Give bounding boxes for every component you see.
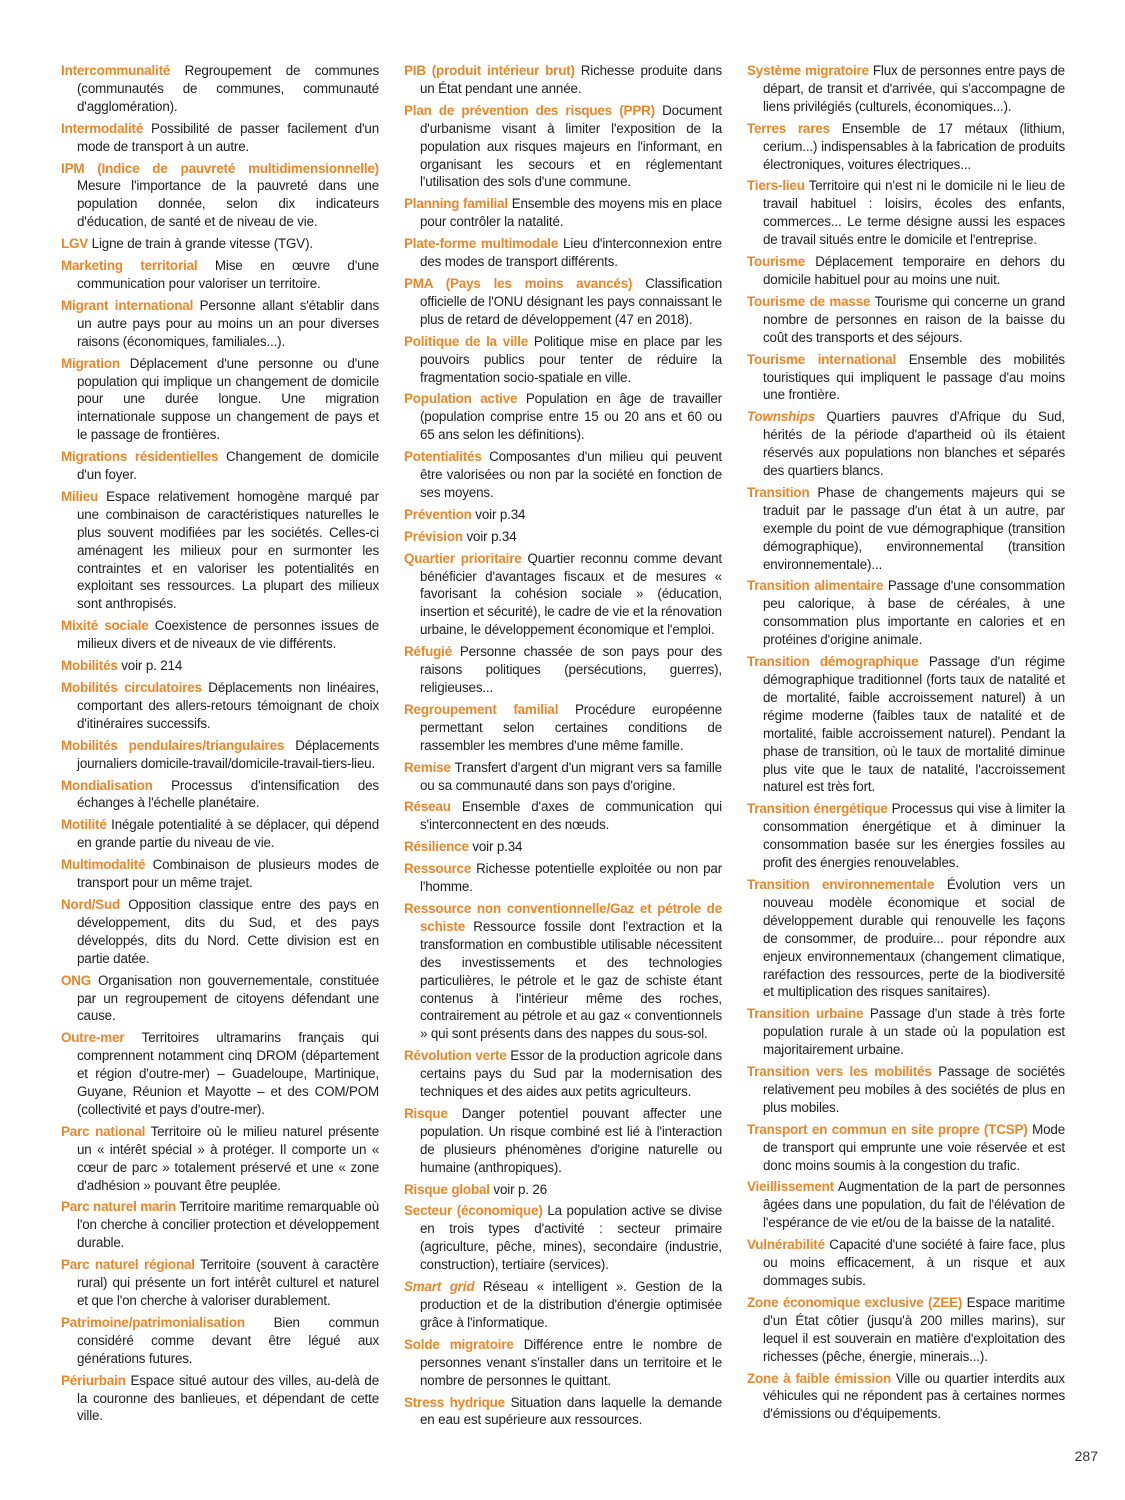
glossary-definition: Regroupement de communes (communautés de communes, communauté d'agglomération). [77, 63, 379, 114]
glossary-term: Transition alimentaire [747, 578, 884, 594]
glossary-entry [404, 1278, 722, 1332]
glossary-term: Transition vers les mobilités [747, 1064, 932, 1080]
glossary-term: Migrant international [61, 297, 194, 313]
glossary-entry [747, 120, 1065, 174]
glossary-term: Mondialisation [61, 777, 153, 793]
glossary-definition: Passage d'un régime démographique traditionnel (forts taux de natalité et de mortalité, faible accroissement naturel) à un régime moderne (faibles taux de natalité et de mortalité, faible accroissement naturel). Pendant la phase de transition, où le taux de mortalité diminue plus vite que le taux de natalité, l'accroissement naturel est très fort. [763, 654, 1066, 795]
glossary-definition: Bien commun considéré comme devant être légué aux générations futures. [77, 1314, 380, 1366]
glossary-column-1 [61, 62, 379, 1429]
glossary-definition: Déplacements journaliers domicile-travail/domicile-travail-tiers-lieu. [77, 737, 379, 771]
glossary-entry [404, 701, 722, 755]
glossary-term: Transition énergétique [747, 801, 888, 817]
glossary-term: Quartier prioritaire [404, 550, 522, 566]
glossary-definition: Espace maritime d'un État côtier (jusqu'à 200 milles marins), sur lequel il est souverain en matière d'exploitation des richesses (pêche, énergie, minerais...). [763, 1294, 1065, 1364]
glossary-entry [404, 1105, 722, 1177]
glossary-definition: Lieu d'interconnexion entre des modes de transport différents. [420, 236, 722, 270]
glossary-term: Mobilités circulatoires [61, 680, 202, 695]
glossary-definition: Territoire où le milieu naturel présente un « intérêt spécial » à protéger. Il comporte un « cœur de parc » totalement préservé et une « zone d'adhésion » pouvant être peuplée. [77, 1123, 380, 1193]
glossary-term: Tourisme international [747, 351, 897, 367]
glossary-definition: Ensemble des mobilités touristiques qui impliquent le passage d'au moins une frontière. [763, 351, 1065, 403]
glossary-term: Townships [747, 409, 816, 425]
glossary-entry [61, 1372, 379, 1426]
glossary-definition: voir p.34 [475, 506, 526, 522]
glossary-entry [61, 896, 379, 968]
glossary-term: Parc national [61, 1123, 146, 1139]
glossary-entry [61, 972, 379, 1026]
glossary-column-2 [404, 62, 722, 1433]
glossary-entry [747, 577, 1065, 649]
glossary-term: Transport en commun en site propre (TCSP) [747, 1121, 1028, 1137]
glossary-entry [747, 351, 1065, 405]
glossary-entry [61, 679, 379, 733]
glossary-term: Parc naturel régional [61, 1257, 195, 1273]
glossary-entry [404, 838, 722, 856]
glossary-term: Smart grid [404, 1279, 475, 1295]
glossary-definition: Évolution vers un nouveau modèle économique et social de développement durable qui renouvelle les façons de consommer, de produire... pour répondre aux enjeux environnementaux (changement climatique, raréfaction des ressources, perte de la biodiversité et multiplication des risques sanitaires). [763, 876, 1065, 1000]
glossary-definition: Territoire maritime remarquable où l'on cherche à concilier protection et développement durable. [77, 1199, 379, 1251]
glossary-term: Périurbain [61, 1372, 126, 1388]
glossary-definition: Ligne de train à grande vitesse (TGV). [91, 236, 313, 252]
glossary-entry [404, 1394, 722, 1430]
glossary-entry [61, 1123, 379, 1195]
glossary-term: Intercommunalité [61, 63, 171, 78]
glossary-entry [747, 408, 1065, 480]
glossary-term: Vieillissement [747, 1179, 834, 1195]
glossary-definition: Transfert d'argent d'un migrant vers sa famille ou sa communauté dans son pays d'origine. [420, 759, 722, 793]
glossary-entry [404, 1047, 722, 1101]
glossary-definition: Quartiers pauvres d'Afrique du Sud, hérités de la période d'apartheid où ils étaient réservés aux populations non blanches et séparés des quartiers blancs. [763, 409, 1065, 479]
glossary-term: Stress hydrique [404, 1394, 505, 1410]
glossary-term: Remise [404, 759, 451, 775]
glossary-term: Solde migratoire [404, 1336, 514, 1352]
glossary-entry [61, 235, 379, 253]
glossary-definition: Classification officielle de l'ONU désignant les pays connaissant le plus de retard de développement (47 en 2018). [420, 275, 722, 327]
glossary-term: Tourisme de masse [747, 293, 871, 309]
glossary-definition: Phase de changements majeurs qui se traduit par le passage d'un état à un autre, par exemple du point de vue démographique (transition démographique), environnemental (transition environnementale)... [763, 484, 1065, 572]
glossary-definition: Changement de domicile d'un foyer. [77, 449, 380, 483]
glossary-term: Résilience [404, 839, 469, 855]
glossary-entry [404, 528, 722, 546]
glossary-definition: Territoire (souvent à caractère rural) qui présente un fort intérêt culturel et naturel et que l'on cherche à valoriser durablement. [77, 1257, 379, 1308]
glossary-entry [61, 120, 379, 156]
glossary-entry [404, 195, 722, 231]
glossary-entry [747, 1370, 1065, 1424]
glossary-term: Migration [61, 355, 120, 371]
glossary-term: Mobilités [61, 658, 118, 674]
glossary-definition: Capacité d'une société à faire face, plus ou moins efficacement, à un risque et aux dommages subis. [763, 1237, 1065, 1288]
glossary-entry [747, 1121, 1065, 1175]
glossary-entry [404, 759, 722, 795]
glossary-definition: Espace relativement homogène marqué par une combinaison de caractéristiques naturelles le plus souvent modifiées par les sociétés. Celles-ci aménagent les milieux pour en surmonter les contraintes et en valoriser les potentialités en exploitant ses ressources. La plupart des milieux sont anthropisés. [77, 488, 379, 612]
glossary-term: Planning familial [404, 196, 508, 212]
glossary-entry [404, 1181, 722, 1199]
glossary-entry [61, 1198, 379, 1252]
glossary-entry [61, 62, 379, 116]
glossary-definition: voir p.34 [466, 528, 517, 544]
glossary-entry [747, 800, 1065, 872]
glossary-entry [61, 1314, 379, 1368]
glossary-entry [404, 62, 722, 98]
glossary-term: Politique de la ville [404, 333, 529, 349]
glossary-term: Ressource non conventionnelle/Gaz et pétrole de schiste [404, 900, 722, 934]
glossary-term: Ressource [404, 861, 472, 877]
page-number: 287 [1074, 1448, 1098, 1464]
glossary-term: Multimodalité [61, 857, 146, 873]
glossary-definition: Population en âge de travailler (population comprise entre 15 ou 20 ans et 60 ou 65 ans selon les définitions). [420, 391, 722, 443]
glossary-entry [61, 448, 379, 484]
glossary-term: Outre-mer [61, 1030, 125, 1046]
glossary-term: Marketing territorial [61, 258, 198, 274]
glossary-definition: Document d'urbanisme visant à limiter l'exposition de la population aux risques majeurs en l'informant, en organisant les secours et en réglementant l'utilisation des sols d'une commune. [420, 102, 722, 190]
glossary-entry [747, 1178, 1065, 1232]
glossary-term: Transition [747, 484, 810, 500]
glossary-definition: Ensemble de 17 métaux (lithium, cerium...) indispensables à la fabrication de produits électroniques, voitures électriques... [763, 120, 1065, 172]
glossary-definition: voir p. 26 [493, 1181, 548, 1197]
glossary-entry [747, 177, 1065, 249]
glossary-term: Secteur (économique) [404, 1203, 543, 1219]
glossary-entry [747, 253, 1065, 289]
glossary-definition: Essor de la production agricole dans certains pays du Sud par la modernisation des techniques et des aides aux petits agriculteurs. [420, 1048, 722, 1100]
glossary-definition: Politique mise en place par les pouvoirs publics pour tenter de réduire la fragmentation socio-spatiale en ville. [420, 333, 723, 385]
glossary-term: Risque [404, 1105, 448, 1121]
glossary-entry [404, 798, 722, 834]
glossary-definition: Augmentation de la part de personnes âgées dans une population, du fait de l'élévation de l'espérance de vie et/ou de la baisse de la natalité. [763, 1179, 1065, 1231]
glossary-entry [747, 653, 1065, 796]
glossary-definition: Mise en œuvre d'une communication pour valoriser un territoire. [77, 258, 379, 291]
glossary-term: Risque global [404, 1181, 490, 1197]
glossary-term: Milieu [61, 488, 99, 504]
glossary-entry [61, 297, 379, 351]
glossary-term: Patrimoine/patrimonialisation [61, 1314, 245, 1330]
glossary-term: Zone à faible émission [747, 1370, 892, 1386]
glossary-definition: Situation dans laquelle la demande en eau est supérieure aux ressources. [420, 1394, 722, 1428]
glossary-entry [61, 617, 379, 653]
glossary-entry [404, 390, 722, 444]
glossary-entry [404, 235, 722, 271]
glossary-term: Réseau [404, 799, 451, 815]
glossary-term: Transition urbaine [747, 1006, 864, 1022]
glossary-definition: Mesure l'importance de la pauvreté dans une population donnée, selon dix indicateurs d'éducation, de santé et de niveau de vie. [77, 178, 379, 230]
glossary-term: Transition démographique [747, 654, 919, 670]
glossary-term: Mixité sociale [61, 618, 149, 634]
glossary-entry [747, 293, 1065, 347]
glossary-term: Mobilités pendulaires/triangulaires [61, 737, 285, 753]
glossary-definition: Possibilité de passer facilement d'un mode de transport à un autre. [77, 120, 379, 154]
glossary-definition: Flux de personnes entre pays de départ, de transit et d'arrivée, qui s'accompagne de liens privilégiés (culturels, économiques...). [763, 63, 1065, 114]
glossary-entry [747, 876, 1065, 1001]
glossary-definition: Ensemble d'axes de communication qui s'interconnectent en des nœuds. [420, 799, 722, 833]
glossary-definition: Richesse produite dans un État pendant une année. [420, 63, 722, 96]
glossary-definition: Processus d'intensification des échanges à l'échelle planétaire. [77, 777, 379, 811]
glossary-term: Plan de prévention des risques (PPR) [404, 102, 655, 118]
glossary-entry [404, 900, 722, 1043]
glossary-definition: Inégale potentialité à se déplacer, qui dépend en grande partie du niveau de vie. [77, 817, 379, 851]
glossary-definition: Personne chassée de son pays pour des raisons politiques (persécutions, guerres), religieuses... [420, 644, 722, 695]
glossary-entry [61, 160, 379, 232]
glossary-entry [404, 860, 722, 896]
glossary-term: Motilité [61, 817, 107, 833]
glossary-definition: Mode de transport qui emprunte une voie réservée et est donc moins soumis à la congestion du trafic. [763, 1121, 1066, 1173]
glossary-entry [404, 333, 722, 387]
glossary-entry [747, 1063, 1065, 1117]
glossary-definition: Déplacement d'une personne ou d'une population qui implique un changement de domicile pour une durée longue. Une migration internationale suppose un changement de pays et le passage de frontières. [77, 355, 379, 443]
glossary-entry [747, 1294, 1065, 1366]
glossary-term: Zone économique exclusive (ZEE) [747, 1294, 963, 1310]
glossary-definition: Richesse potentielle exploitée ou non par l'homme. [420, 861, 723, 895]
glossary-term: Terres rares [747, 120, 830, 136]
glossary-definition: Procédure européenne permettant selon certaines conditions de rassembler les membres d'une même famille. [420, 701, 722, 753]
glossary-entry [747, 1005, 1065, 1059]
glossary-term: Transition environnementale [747, 876, 935, 892]
glossary-entry [747, 62, 1065, 116]
glossary-term: Population active [404, 391, 518, 407]
glossary-definition: Différence entre le nombre de personnes venant s'installer dans un territoire et le nombre de personnes le quittant. [420, 1336, 723, 1388]
glossary-definition: Déplacements non linéaires, comportant des allers-retours témoignant de choix d'itinéraires successifs. [77, 680, 379, 731]
glossary-term: Tiers-lieu [747, 178, 805, 194]
glossary-definition: Combinaison de plusieurs modes de transport pour un même trajet. [77, 857, 380, 891]
glossary-definition: Danger potentiel pouvant affecter une population. Un risque combiné est lié à l'interaction de plusieurs phénomènes d'origine naturelle ou humaine (anthropiques). [420, 1105, 722, 1175]
glossary-term: Potentialités [404, 449, 482, 465]
glossary-definition: Ressource fossile dont l'extraction et la transformation en combustible utilisable nécessitent des investissements et des technologies particulières, le pétrole et le gaz de schiste étant contenus à l'intérieur même des roches, contrairement au pétrole et au gaz « conventionnels » qui sont présents dans des nappes du sous-sol. [420, 918, 722, 1042]
glossary-term: Prévision [404, 528, 463, 544]
glossary-entry [404, 1336, 722, 1390]
glossary-term: Révolution verte [404, 1048, 507, 1064]
glossary-column-3 [747, 62, 1065, 1427]
glossary-definition: Personne allant s'établir dans un autre pays pour au moins un an pour diverses raisons (économiques, familiales...). [77, 297, 379, 349]
glossary-term: Tourisme [747, 254, 806, 270]
glossary-entry [61, 816, 379, 852]
glossary-term: PIB (produit intérieur brut) [404, 63, 575, 78]
glossary-definition: Réseau « intelligent ». Gestion de la production et de la distribution d'énergie optimisée grâce à l'informatique. [420, 1279, 722, 1330]
glossary-term: Vulnérabilité [747, 1237, 825, 1253]
glossary-entry [404, 275, 722, 329]
glossary-definition: Tourisme qui concerne un grand nombre de personnes en raison de la baisse du coût des transports et des séjours. [763, 293, 1065, 345]
glossary-definition: Coexistence de personnes issues de milieux divers et de niveaux de vie différents. [77, 618, 379, 652]
glossary-entry [404, 1202, 722, 1274]
glossary-definition: voir p. 214 [121, 658, 183, 674]
glossary-term: Migrations résidentielles [61, 449, 219, 465]
glossary-entry [61, 737, 379, 773]
glossary-term: ONG [61, 972, 92, 988]
glossary-definition: voir p.34 [472, 839, 523, 855]
glossary-definition: Opposition classique entre des pays en développement, dits du Sud, et des pays développés, dits du Nord. Cette division est en partie datée. [77, 896, 379, 966]
glossary-term: Plate-forme multimodale [404, 236, 559, 252]
glossary-term: Réfugié [404, 644, 453, 660]
glossary-entry [61, 488, 379, 613]
glossary-term: PMA (Pays les moins avancés) [404, 275, 633, 291]
glossary-entry [61, 856, 379, 892]
glossary-entry [61, 1029, 379, 1119]
glossary-definition: Ville ou quartier interdits aux véhicules qui ne répondent pas à certaines normes d'émissions ou d'équipements. [763, 1370, 1065, 1422]
glossary-definition: Passage de sociétés relativement peu mobiles à des sociétés de plus en plus mobiles. [763, 1064, 1065, 1115]
glossary-entry [61, 355, 379, 445]
glossary-term: Système migratoire [747, 63, 869, 78]
glossary-entry [61, 257, 379, 293]
glossary-definition: Processus qui vise à limiter la consommation énergétique et à diminuer la consommation basée sur les énergies fossiles au profit des énergies renouvelables. [763, 801, 1065, 871]
glossary-entry [61, 777, 379, 813]
glossary-entry [61, 657, 379, 675]
glossary-definition: Organisation non gouvernementale, constituée par un regroupement de citoyens défendant une cause. [77, 972, 379, 1024]
glossary-definition: Territoire qui n'est ni le domicile ni le lieu de travail habituel : loisirs, écoles des enfants, commerces... Le terme désigne aussi les espaces de travail situés entre le domicile et l'entreprise. [763, 178, 1065, 248]
glossary-entry [404, 550, 722, 640]
glossary-term: LGV [61, 236, 89, 252]
glossary-term: Intermodalité [61, 120, 144, 136]
glossary-definition: Ensemble des moyens mis en place pour contrôler la natalité. [420, 196, 722, 230]
glossary-term: Parc naturel marin [61, 1199, 176, 1215]
glossary-entry [404, 506, 722, 524]
glossary-entry [747, 484, 1065, 574]
glossary-entry [61, 1256, 379, 1310]
glossary-definition: Espace situé autour des villes, au-delà de la couronne des banlieues, et dépendant de cette ville. [77, 1372, 379, 1424]
glossary-entry [404, 643, 722, 697]
glossary-entry [747, 1236, 1065, 1290]
glossary-entry [404, 448, 722, 502]
glossary-definition: Composantes d'un milieu qui peuvent être valorisées ou non par la société en fonction de ses moyens. [420, 449, 722, 500]
glossary-definition: Déplacement temporaire en dehors du domicile habituel pour au moins une nuit. [763, 254, 1065, 287]
glossary-entry [404, 102, 722, 192]
glossary-term: Nord/Sud [61, 896, 121, 912]
glossary-definition: Quartier reconnu comme devant bénéficier d'avantages fiscaux et de mesures « favorisant la cohésion sociale » (éducation, insertion et sécurité), le cadre de vie et la rénovation urbaine, le développement économique et l'emploi. [420, 550, 722, 638]
glossary-term: IPM (Indice de pauvreté multidimensionnelle) [61, 160, 379, 176]
glossary-definition: La population active se divise en trois types d'activité : secteur primaire (agriculture, pêche, mines), secondaire (industrie, construction), tertiaire (services). [420, 1203, 722, 1273]
glossary-definition: Passage d'un stade à très forte population rurale à un stade où la population est majoritairement urbaine. [763, 1006, 1065, 1058]
glossary-definition: Territoires ultramarins français qui comprennent notamment cinq DROM (département et région d'outre-mer) – Guadeloupe, Martinique, Guyane, Réunion et Mayotte – et des COM/POM (collectivité et pays d'outre-mer). [77, 1030, 379, 1117]
glossary-definition: Passage d'une consommation peu calorique, à base de céréales, à une consommation plus importante en calories et en protéines d'origine animale. [763, 578, 1065, 648]
glossary-term: Regroupement familial [404, 701, 559, 717]
glossary-term: Prévention [404, 506, 472, 522]
